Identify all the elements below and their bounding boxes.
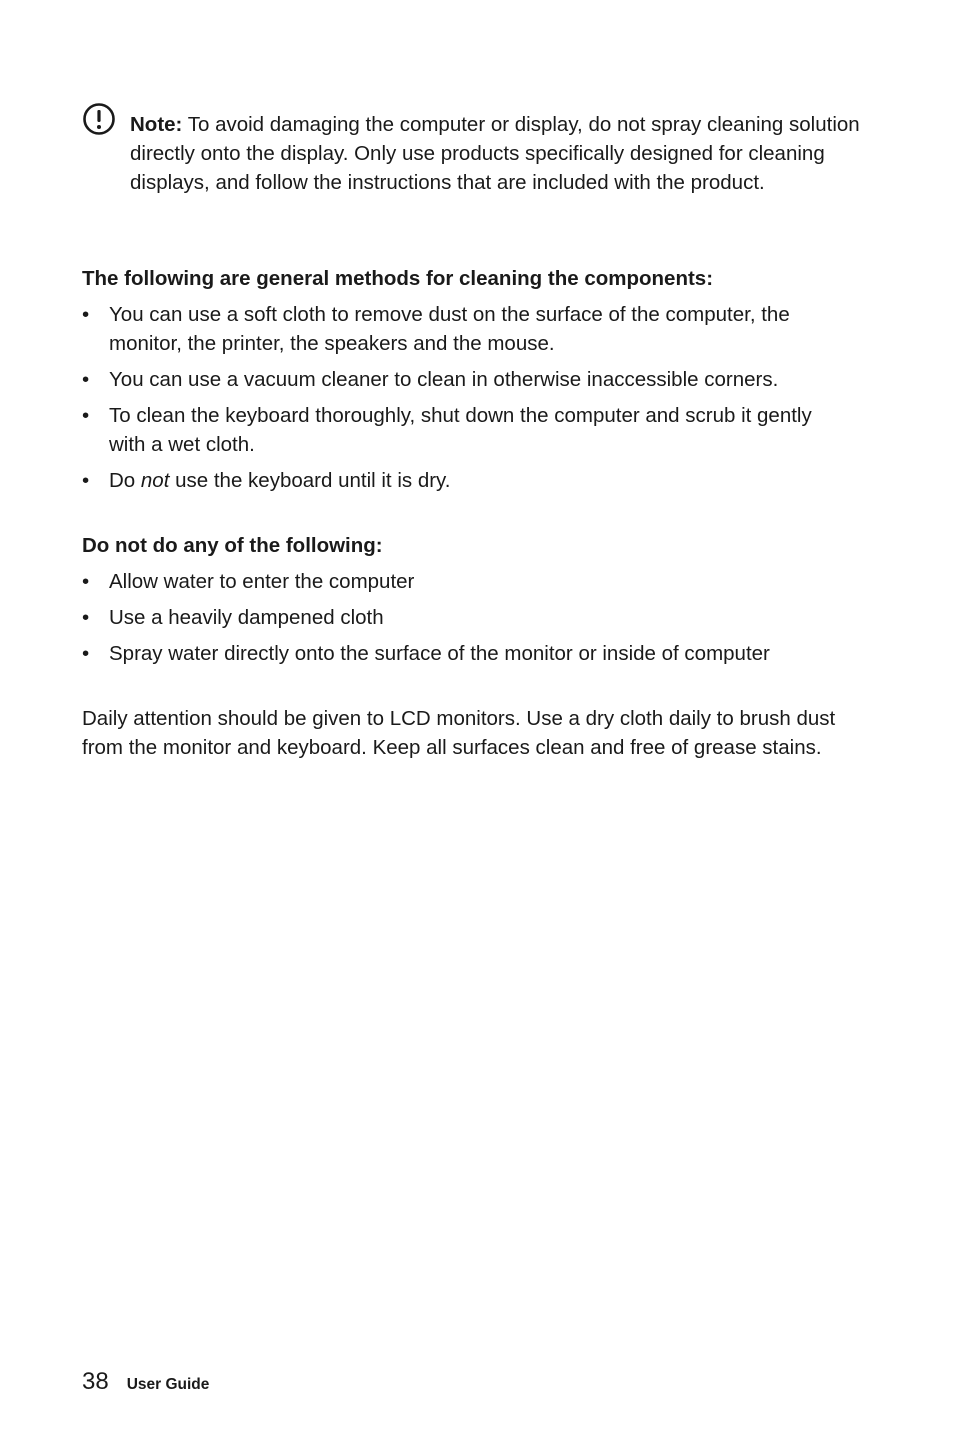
note-label: Note:: [130, 113, 183, 136]
footer-title: User Guide: [126, 1376, 210, 1393]
page-footer: [82, 1367, 209, 1397]
list-item: [82, 365, 852, 394]
list-item-text: To clean the keyboard thoroughly, shut down the computer and scrub it gently with a wet cloth.: [109, 404, 812, 456]
page-number: 38: [82, 1368, 109, 1395]
list-item: [82, 401, 852, 459]
list-item-text: Spray water directly onto the surface of the monitor or inside of computer: [109, 642, 770, 665]
donts-list: [82, 567, 852, 675]
list-item: [82, 466, 852, 495]
list-item-text-after: use the keyboard until it is dry.: [169, 469, 451, 492]
list-item: [82, 639, 852, 668]
list-item-text-before: Do: [109, 469, 141, 492]
note-text: [130, 110, 870, 197]
bullet-icon: •: [82, 469, 90, 492]
bullet-icon: •: [82, 606, 90, 629]
list-item-text: Use a heavily dampened cloth: [109, 606, 384, 629]
list-item: [82, 603, 852, 632]
attention-icon: [82, 102, 116, 136]
bullet-icon: •: [82, 642, 90, 665]
note-body: To avoid damaging the computer or display, do not spray cleaning solution directly onto the display. Only use products specifically designed for cleaning displays, and follow the instructions that are included with the product.: [130, 113, 860, 194]
list-item-emphasis: not: [140, 469, 170, 492]
maintenance-paragraph: Daily attention should be given to LCD monitors. Use a dry cloth daily to brush dust from the monitor and keyboard. Keep all surfaces clean and free of grease stains.: [82, 707, 836, 759]
bullet-icon: •: [82, 303, 90, 326]
bullet-icon: •: [82, 404, 90, 427]
list-item-text: You can use a vacuum cleaner to clean in otherwise inaccessible corners.: [109, 368, 779, 391]
list-item-text: Allow water to enter the computer: [109, 570, 415, 593]
list-item-text: You can use a soft cloth to remove dust on the surface of the computer, the monitor, the printer, the speakers and the mouse.: [109, 303, 790, 355]
methods-list: [82, 300, 852, 502]
list-item: [82, 567, 852, 596]
methods-heading: The following are general methods for cleaning the components:: [82, 267, 714, 290]
donts-heading: Do not do any of the following:: [82, 534, 383, 557]
list-item: [82, 300, 852, 358]
bullet-icon: •: [82, 368, 90, 391]
bullet-icon: •: [82, 570, 90, 593]
